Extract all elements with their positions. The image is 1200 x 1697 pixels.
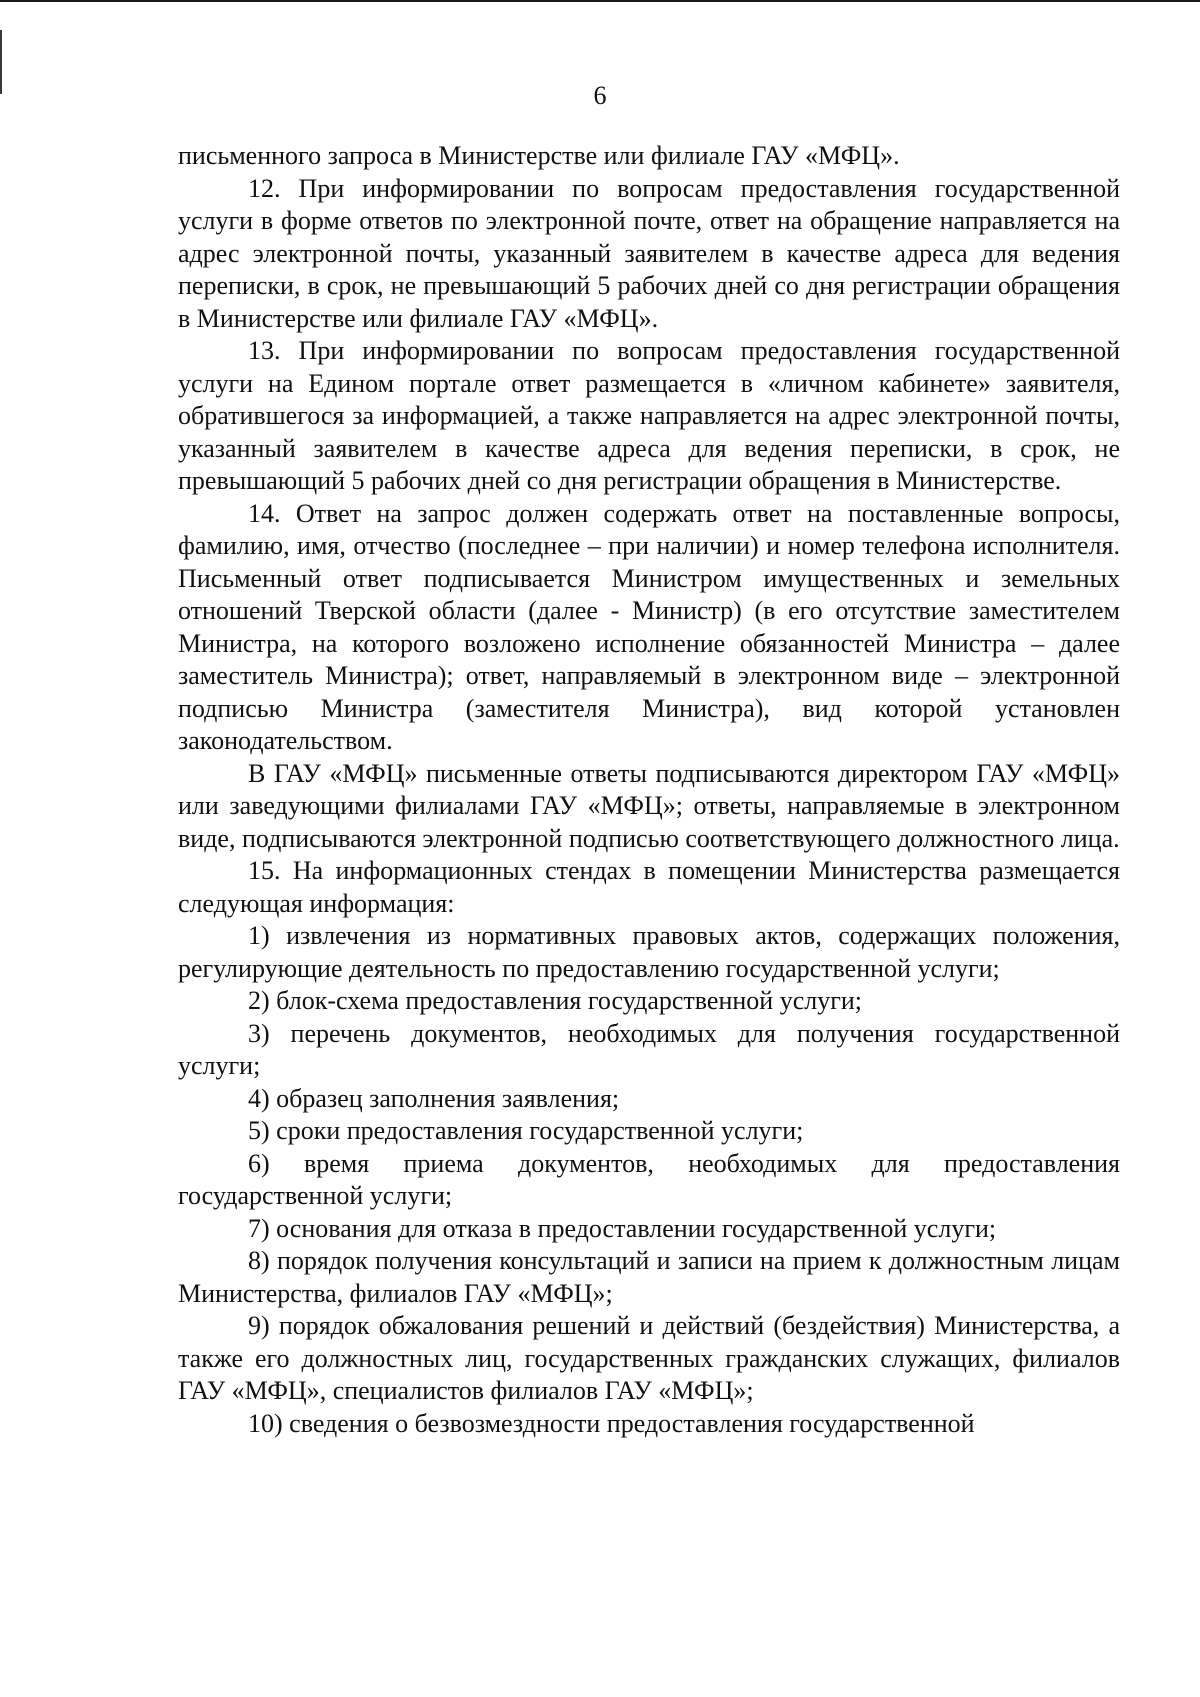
paragraph-12: 12. При информировании по вопросам предоставления государственной услуги в форме ответов по электронной почте, ответ на обращение направляется на адрес электронной почты, указанный заявителем в качестве адреса для ведения переписки, в срок, не превышающий 5 рабочих дней со дня регистрации обращения в Министерстве или филиале ГАУ «МФЦ». <box>178 173 1120 333</box>
paragraph-continuation: письменного запроса в Министерстве или филиале ГАУ «МФЦ». <box>178 141 900 170</box>
paragraph-14-mfc: В ГАУ «МФЦ» письменные ответы подписываются директором ГАУ «МФЦ» или заведующими филиалами ГАУ «МФЦ»; ответы, направляемые в электронном виде, подписываются электронной подписью соответствующего должностного лица. <box>178 758 1120 853</box>
scan-top-border <box>0 0 1200 2</box>
list-item-2: 2) блок-схема предоставления государственной услуги; <box>248 986 863 1015</box>
list-item-7: 7) основания для отказа в предоставлении государственной услуги; <box>248 1213 997 1243</box>
list-item-3: 3) перечень документов, необходимых для получения государственной услуги; <box>178 1018 1120 1080</box>
list-item-9: 9) порядок обжалования решений и действий (бездействия) Министерства, а также его должностных лиц, государственных гражданских служащих, филиалов ГАУ «МФЦ», специалистов филиалов ГАУ «МФЦ»; <box>178 1311 1120 1405</box>
paragraph-15: 15. На информационных стендах в помещении Министерства размещается следующая информация: <box>178 856 1120 918</box>
document-body <box>178 140 1120 1440</box>
list-item-4: 4) образец заполнения заявления; <box>248 1083 620 1113</box>
list-item-6: 6) время приема документов, необходимых для предоставления государственной услуги; <box>178 1148 1120 1210</box>
list-item-5: 5) сроки предоставления государственной услуги; <box>248 1116 804 1145</box>
list-item-8: 8) порядок получения консультаций и записи на прием к должностным лицам Министерства, филиалов ГАУ «МФЦ»; <box>178 1246 1120 1308</box>
page-number: 6 <box>593 81 607 110</box>
list-item-1: 1) извлечения из нормативных правовых актов, содержащих положения, регулирующие деятельность по предоставлению государственной услуги; <box>178 921 1120 983</box>
list-item-10: 10) сведения о безвозмездности предоставления государственной <box>248 1408 975 1438</box>
paragraph-14: 14. Ответ на запрос должен содержать ответ на поставленные вопросы, фамилию, имя, отчество (последнее – при наличии) и номер телефона исполнителя. Письменный ответ подписывается Министром имущественных и земельных отношений Тверской области (далее - Министр) (в его отсутствие заместителем Министра, на которого возложено исполнение обязанностей Министра – далее заместитель Министра); ответ, направляемый в электронном виде – электронной подписью Министра (заместителя Министра), вид которой установлен законодательством. <box>178 498 1120 755</box>
paragraph-13: 13. При информировании по вопросам предоставления государственной услуги на Едином портале ответ размещается в «личном кабинете» заявителя, обратившегося за информацией, а также направляется на адрес электронной почты, указанный заявителем в качестве адреса для ведения переписки, в срок, не превышающий 5 рабочих дней со дня регистрации обращения в Министерстве. <box>178 336 1120 495</box>
